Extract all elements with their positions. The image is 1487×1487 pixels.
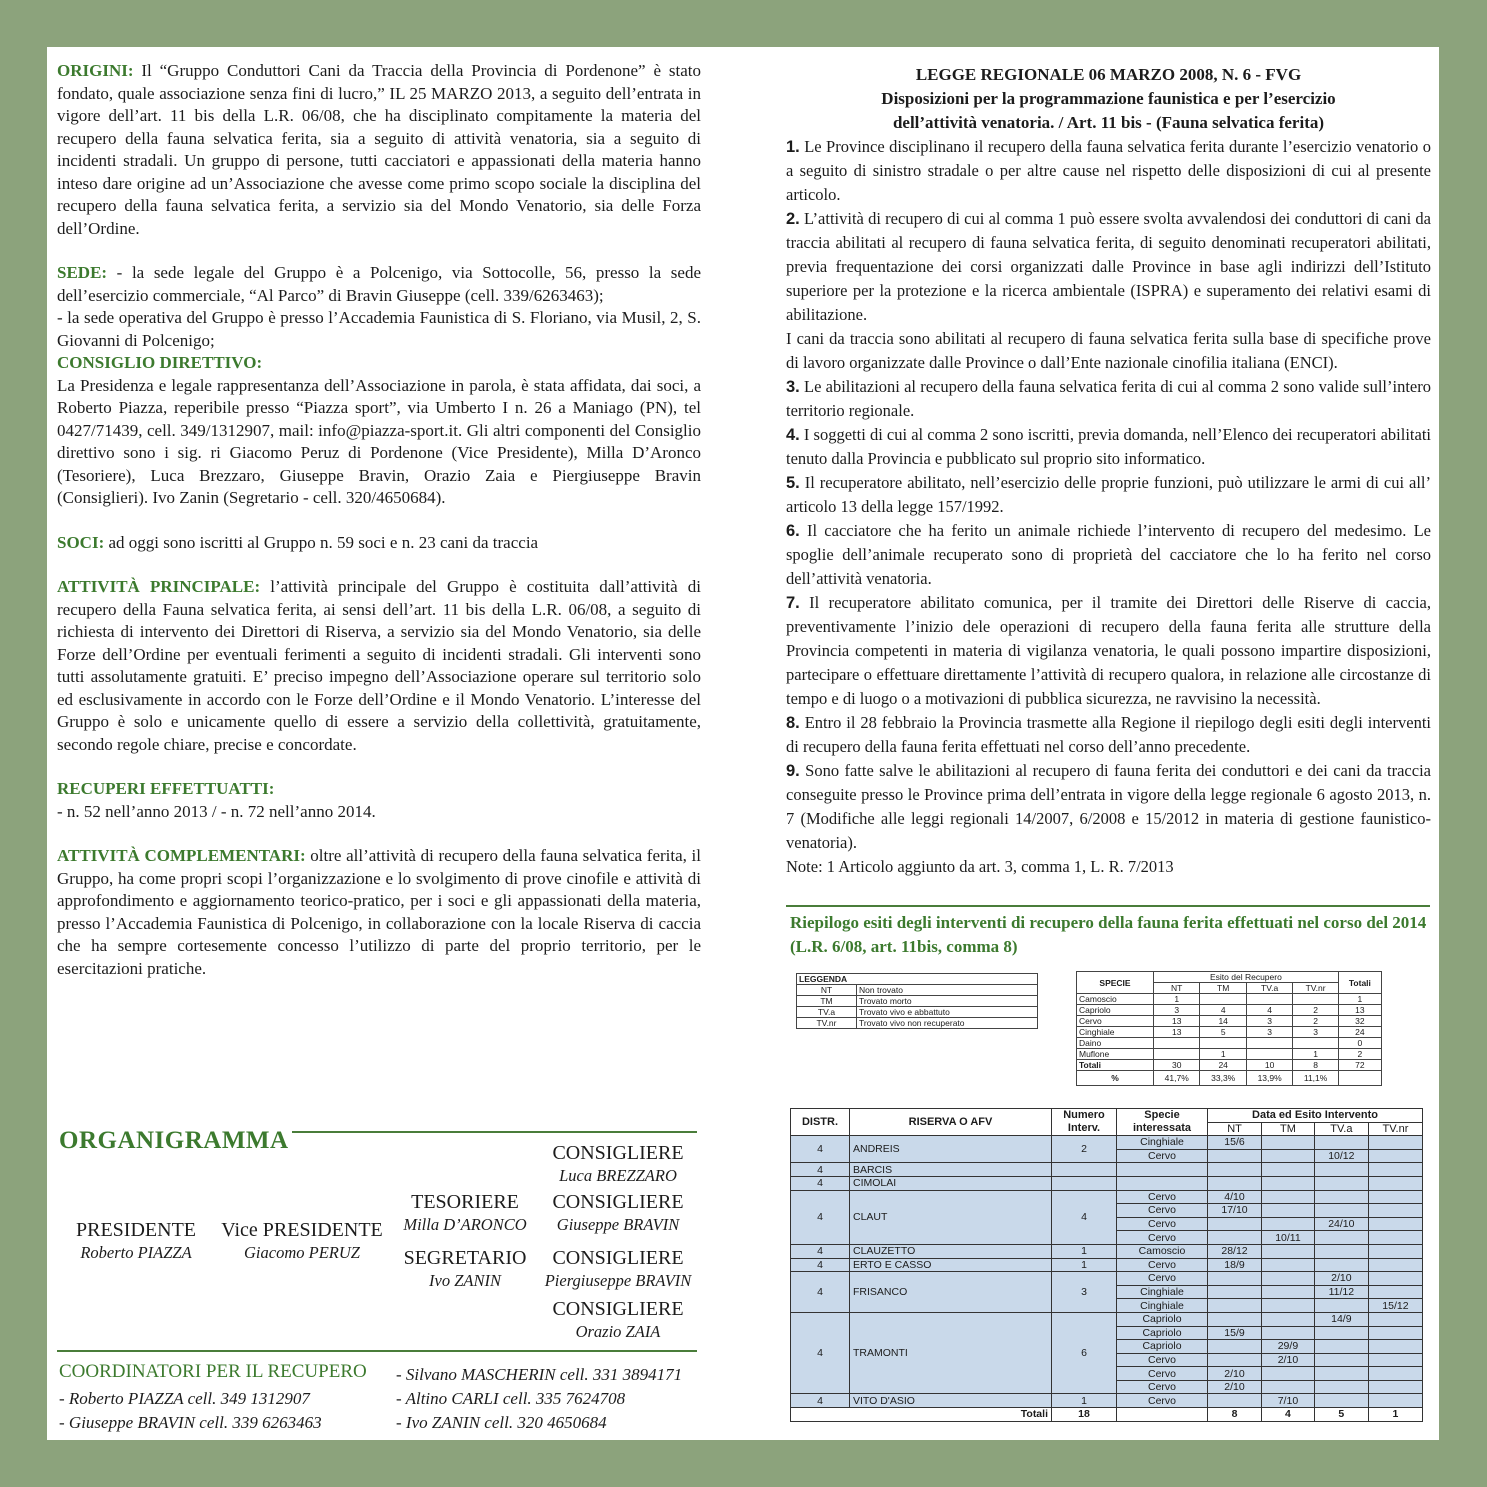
esito-date-cell: 2/10 [1314,1272,1368,1286]
esito-pct [1338,1071,1381,1086]
coordinatore-item: - Roberto PIAZZA cell. 349 1312907 [59,1389,310,1408]
esito-value: 24 [1338,1027,1381,1038]
article-number: 4. [786,426,800,444]
esito-date-cell [1314,1380,1368,1394]
legenda-desc: Trovato vivo e abbattuto [857,1007,1038,1018]
numero-cell: 1 [1052,1244,1117,1258]
table-row [791,1394,1423,1408]
riserva-cell: CLAUT [850,1190,1052,1244]
esito-date-cell [1208,1299,1262,1313]
table-row [791,1136,1423,1150]
esito-value: 5 [1200,1027,1246,1038]
esito-pct: 11,1% [1293,1071,1338,1086]
esito-value [1154,1049,1200,1060]
esito-date-cell [1368,1204,1422,1218]
legenda-code: TV.a [797,1007,857,1018]
sede-operativa: - la sede operativa del Gruppo è presso l’Accademia Faunistica di S. Floriano, via Musil, 2, S. Giovanni di Polcenigo; [57,308,701,350]
esito-date-cell [1262,1380,1315,1394]
esito-value: 1 [1154,994,1200,1005]
esito-date-cell [1314,1163,1368,1177]
esito-row [1077,1016,1382,1027]
law-article [786,591,1431,711]
esito-date-cell: 15/6 [1208,1136,1262,1150]
article-number: 5. [786,474,800,492]
esito-value [1154,1038,1200,1049]
esito-row [1077,994,1382,1005]
esito-date-cell [1368,1394,1422,1408]
esito-date-cell [1262,1217,1315,1231]
distr-cell: 4 [791,1176,850,1190]
law-subtitle: dell’attività venatoria. / Art. 11 bis - (Fauna selvatica ferita) [892,113,1325,132]
article-text: I cani da traccia sono abilitati al recupero di fauna selvatica ferita sulla base di specifiche prove di lavoro organizzate dalle Province o dall’Ente nazionale cinofilia italiana (ENCI). [786,329,1431,372]
table-row [791,1258,1423,1272]
esito-value: 24 [1200,1060,1246,1071]
legenda-code: TM [797,996,857,1007]
esito-value [1293,1038,1338,1049]
esito-row [1077,1027,1382,1038]
esito-species: Capriolo [1077,1005,1154,1016]
totali-tvnr: 1 [1368,1408,1422,1422]
consigliere-block-3: CONSIGLIERE Piergiuseppe BRAVIN [544,1247,692,1290]
esito-date-cell [1314,1326,1368,1340]
esito-col-header: NT [1154,983,1200,994]
table-row [791,1272,1423,1286]
sede-paragraph: SEDE: - la sede legale del Gruppo è a Polcenigo, via Sottocolle, 56, presso la sede dell’esercizio commerciale, “Al Parco” di Bravin Giuseppe (cell. 339/6263463); [57,263,701,305]
esito-date-cell [1368,1136,1422,1150]
esito-date-cell [1368,1312,1422,1326]
esito-date-cell [1208,1163,1262,1177]
article-number: 3. [786,378,800,396]
coordinatore-item: - Silvano MASCHERIN cell. 331 3894171 [396,1365,683,1384]
esito-date-cell [1368,1326,1422,1340]
numero-cell [1052,1176,1117,1190]
consigliere-block-2: CONSIGLIERE Giuseppe BRAVIN [552,1191,684,1234]
riserva-cell: ERTO E CASSO [850,1258,1052,1272]
esito-date-cell [1314,1190,1368,1204]
distr-cell: 4 [791,1272,850,1313]
numero-cell: 1 [1052,1394,1117,1408]
esito-date-cell [1368,1380,1422,1394]
distr-cell: 4 [791,1163,850,1177]
law-article [786,519,1431,591]
esito-date-cell: 18/9 [1208,1258,1262,1272]
numero-cell: 6 [1052,1312,1117,1394]
coordinatore-item: - Altino CARLI cell. 335 7624708 [396,1389,626,1408]
esito-col-header: TV.nr [1293,983,1338,994]
distr-cell: 4 [791,1136,850,1163]
tvnr-header: TV.nr [1368,1122,1422,1136]
coordinatore-item: - Giuseppe BRAVIN cell. 339 6263463 [59,1413,322,1432]
left-column [57,60,701,980]
tesoriere-block: TESORIERE Milla D’ARONCO [403,1191,527,1234]
law-article [786,711,1431,759]
distr-cell: 4 [791,1190,850,1244]
article-number: 1. [786,138,800,156]
esito-date-cell [1314,1394,1368,1408]
table-row [791,1312,1423,1326]
specie-cell: Cervo [1117,1353,1208,1367]
riserva-cell: VITO D'ASIO [850,1394,1052,1408]
article-number: 8. [786,714,800,732]
esito-date-cell [1314,1299,1368,1313]
esito-value: 30 [1154,1060,1200,1071]
article-text: Le Province disciplinano il recupero della fauna selvatica ferita durante l’esercizio venatorio o a seguito di sinistro stradale o per altre cause nel rispetto delle disposizioni di cui al presente articolo. [786,137,1431,204]
consigliere-block-4: CONSIGLIERE Orazio ZAIA [552,1298,684,1341]
esito-value [1293,994,1338,1005]
soci-paragraph: SOCI: ad oggi sono iscritti al Gruppo n. 59 soci e n. 23 cani da traccia [57,532,539,552]
esito-species: Muflone [1077,1049,1154,1060]
esito-date-cell [1314,1204,1368,1218]
riserva-cell: CLAUZETTO [850,1244,1052,1258]
numero-header: Numero Interv. [1052,1109,1117,1136]
esito-date-cell [1314,1136,1368,1150]
esito-date-cell [1208,1394,1262,1408]
coordinatore-item: - Ivo ZANIN cell. 320 4650684 [396,1413,607,1432]
law-article [786,135,1431,207]
interventi-table [790,1108,1423,1422]
riserva-cell: ANDREIS [850,1136,1052,1163]
esito-date-cell [1368,1163,1422,1177]
esito-row [1077,1005,1382,1016]
totali-nt: 8 [1208,1408,1262,1422]
law-title: LEGGE REGIONALE 06 MARZO 2008, N. 6 - FVG [915,65,1302,84]
specie-cell: Cinghiale [1117,1136,1208,1150]
esito-date-cell [1208,1285,1262,1299]
complementari-paragraph: ATTIVITÀ COMPLEMENTARI: oltre all’attività di recupero della fauna selvatica ferita, il Gruppo, ha come propri scopi l’organizzazione e lo svolgimento di prove cinofile e attività di approfondimento e aggiornamento teorico-pratico, per i soci e gli appassionati della materia, presso l’Accademia Faunistica di Polcenigo, in collaborazione con la locale Riserva di caccia che ha sempre cortesemente concesso l’utilizzo di parte del proprio territorio, per le esercitazioni pratiche. [57,846,701,978]
specie-cell: Cervo [1117,1190,1208,1204]
esito-date-cell [1208,1340,1262,1354]
legenda-desc: Trovato vivo non recuperato [857,1018,1038,1029]
esito-value: 8 [1293,1060,1338,1071]
legenda-desc: Trovato morto [857,996,1038,1007]
specie-cell [1117,1176,1208,1190]
esito-value: 3 [1154,1005,1200,1016]
coordinatori-title: COORDINATORI PER IL RECUPERO [59,1361,367,1382]
article-text: Sono fatte salve le abilitazioni al recupero di fauna ferita dei conduttori e dei cani da traccia conseguite presso le Province prima dell’entrata in vigore della legge regionale 6 agosto 2013, n. 7 (Modifiche alle leggi regionali 14/2007, 6/2008 e 15/2012 in materia di gestione faunistico-venatoria). [786,761,1431,852]
numero-cell: 3 [1052,1272,1117,1313]
esito-value: 1 [1200,1049,1246,1060]
esito-date-cell: 10/12 [1314,1149,1368,1163]
esito-date-cell [1368,1353,1422,1367]
tm-header: TM [1262,1122,1315,1136]
esito-date-cell [1262,1272,1315,1286]
esito-date-cell [1314,1244,1368,1258]
esito-date-cell [1314,1176,1368,1190]
esito-date-cell [1368,1231,1422,1245]
article-text: Il recuperatore abilitato, nell’esercizio delle proprie funzioni, può utilizzare le armi di cui all’ articolo 13 della legge 157/1992. [786,473,1431,516]
esito-value: 0 [1338,1038,1381,1049]
riepilogo-rule [786,905,1430,907]
esito-date-cell [1314,1353,1368,1367]
esito-date-cell [1368,1190,1422,1204]
totali-label: Totali [791,1408,1052,1422]
esito-value [1200,1038,1246,1049]
esito-date-cell [1208,1353,1262,1367]
legenda-table [796,973,1038,1029]
specie-cell: Cervo [1117,1149,1208,1163]
legenda-code: TV.nr [797,1018,857,1029]
esito-date-cell [1368,1272,1422,1286]
esito-value [1246,994,1292,1005]
nt-header: NT [1208,1122,1262,1136]
esito-value: 4 [1246,1005,1292,1016]
esito-species: Camoscio [1077,994,1154,1005]
esito-date-cell [1368,1217,1422,1231]
specie-cell: Camoscio [1117,1244,1208,1258]
esito-date-cell [1314,1231,1368,1245]
esito-row [1077,1060,1382,1071]
legenda-row [797,1007,1038,1018]
table-row [791,1176,1423,1190]
legenda-title: LEGGENDA [797,974,1038,985]
esito-date-cell [1208,1231,1262,1245]
table-row [791,1190,1423,1204]
esito-date-cell [1208,1312,1262,1326]
esito-date-cell: 4/10 [1208,1190,1262,1204]
data-esito-header: Data ed Esito Intervento [1208,1109,1423,1123]
article-text: Il cacciatore che ha ferito un animale richiede l’intervento di recupero del medesimo. Le spoglie dell’animale recuperato sono di proprietà del cacciatore che lo ha ferito nel corso dell’attività venatoria. [786,521,1431,588]
legenda-row [797,985,1038,996]
riepilogo-title: Riepilogo esiti degli interventi di recupero della fauna ferita effettuati nel corso del 2014 (L.R. 6/08, art. 11bis, comma 8) [790,913,1427,956]
article-text: I soggetti di cui al comma 2 sono iscritti, previa domanda, nell’Elenco dei recuperatori abilitati tenuto dalla Provincia e pubblicato sul proprio sito informatico. [786,425,1431,468]
esito-date-cell [1368,1176,1422,1190]
esito-date-cell: 2/10 [1262,1353,1315,1367]
numero-cell: 4 [1052,1190,1117,1244]
esito-value: 3 [1293,1027,1338,1038]
specie-cell: Cervo [1117,1394,1208,1408]
numero-cell: 2 [1052,1136,1117,1163]
specie-cell: Cinghiale [1117,1299,1208,1313]
esito-pct-row [1077,1071,1382,1086]
numero-cell: 1 [1052,1258,1117,1272]
esito-header: Esito del Recupero [1154,972,1339,983]
esito-date-cell [1368,1340,1422,1354]
vice-presidente-block: Vice PRESIDENTE Giacomo PERUZ [221,1219,383,1262]
esito-specie-header: SPECIE [1077,972,1154,994]
esito-date-cell: 17/10 [1208,1204,1262,1218]
esito-date-cell [1262,1136,1315,1150]
distr-cell: 4 [791,1312,850,1394]
esito-value [1200,994,1246,1005]
tva-header: TV.a [1314,1122,1368,1136]
specie-header: Specie interessata [1117,1109,1208,1136]
esito-value: 3 [1246,1027,1292,1038]
article-text: Entro il 28 febbraio la Provincia trasmette alla Regione il riepilogo degli esiti degli interventi di recupero della fauna ferita effettuati nel corso dell’anno precedente. [786,713,1431,756]
specie-cell: Cervo [1117,1217,1208,1231]
totali-tva: 5 [1314,1408,1368,1422]
esito-pct: 13,9% [1246,1071,1292,1086]
origini-paragraph: ORIGINI: Il “Gruppo Conduttori Cani da Traccia della Provincia di Pordenone” è stato fondato, quale associazione senza fini di lucro,” IL 25 MARZO 2013, a seguito dell’entrata in vigore dell’art. 11 bis della L.R. 06/08, che ha disciplinato compitamente la materia del recupero della fauna selvatica ferita, sia a seguito di attività venatoria, sia a seguito di incidenti stradali. Un gruppo di persone, tutti cacciatori e appassionati della materia hanno inteso dare origine ad un’Associazione che avesse come primo scopo sociale la disciplina del recupero della fauna selvatica ferita, a servizio sia del Mondo Venatorio, sia delle Forza dell’Ordine. [57,61,701,238]
esito-date-cell [1262,1190,1315,1204]
totali-num: 18 [1052,1408,1117,1422]
esito-species: Cinghiale [1077,1027,1154,1038]
presidente-block: PRESIDENTE Roberto PIAZZA [76,1219,196,1262]
table-row [791,1244,1423,1258]
esito-date-cell: 29/9 [1262,1340,1315,1354]
esito-date-cell [1262,1367,1315,1381]
specie-cell: Capriolo [1117,1312,1208,1326]
law-article [786,375,1431,423]
distr-cell: 4 [791,1394,850,1408]
esito-date-cell [1314,1258,1368,1272]
specie-cell: Cervo [1117,1367,1208,1381]
numero-cell [1052,1163,1117,1177]
esito-date-cell [1208,1217,1262,1231]
totali-tm: 4 [1262,1408,1315,1422]
article-number: 2. [786,210,800,228]
esito-value: 2 [1338,1049,1381,1060]
esito-row [1077,1038,1382,1049]
law-column [786,63,1431,879]
esito-value: 1 [1338,994,1381,1005]
consiglio-paragraph: La Presidenza e legale rappresentanza dell’Associazione in parola, è stata affidata, dai soci, a Roberto Piazza, reperibile presso “Piazza sport”, via Umberto I n. 26 a Maniago (PN), tel 0427/71439, cell. 349/1312907, mail: info@piazza-sport.it. Gli altri componenti del Consiglio direttivo sono i sig. ri Giacomo Peruz di Pordenone (Vice Presidente), Milla D’Aronco (Tesoriere), Luca Brezzaro, Giuseppe Bravin, Orazio Zaia e Piergiuseppe Bravin (Consiglieri). Ivo Zanin (Segretario - cell. 320/4650684). [57,375,701,507]
specie-cell: Cervo [1117,1204,1208,1218]
recuperi-text: - n. 52 nell’anno 2013 / - n. 72 nell’anno 2014. [57,801,376,821]
article-number: 6. [786,522,800,540]
esito-date-cell: 14/9 [1314,1312,1368,1326]
esito-species: Totali [1077,1060,1154,1071]
esito-value: 2 [1293,1016,1338,1027]
esito-date-cell: 28/12 [1208,1244,1262,1258]
esito-date-cell [1262,1285,1315,1299]
esito-col-header: TM [1200,983,1246,994]
article-text: Le abilitazioni al recupero della fauna selvatica ferita di cui al comma 2 sono valide sull’intero territorio regionale. [786,377,1431,420]
riserva-cell: TRAMONTI [850,1312,1052,1394]
organigramma-rule [292,1131,697,1133]
esito-value: 13 [1338,1005,1381,1016]
esito-pct: 33,3% [1200,1071,1246,1086]
esito-row [1077,1049,1382,1060]
esito-date-cell [1262,1326,1315,1340]
esito-date-cell [1262,1204,1315,1218]
law-article [786,423,1431,471]
law-article [786,759,1431,855]
esito-date-cell [1262,1244,1315,1258]
specie-cell: Cervo [1117,1272,1208,1286]
esito-date-cell [1368,1149,1422,1163]
specie-cell: Cervo [1117,1380,1208,1394]
article-text: Il recuperatore abilitato comunica, per il tramite dei Direttori delle Riserve di caccia, preventivamente l’inizio dele operazioni di recupero della fauna ferita alle strutture della Provincia competenti in materia di vigilanza venatoria, le quali possono impartire disposizioni, partecipare o effettuare direttamente l’attività di recupero qualora, in relazione alle circostanze di tempo e di luogo o a motivazioni di pubblica sicurezza, ne ravvisino la necessità. [786,593,1431,708]
riserva-header: RISERVA O AFV [850,1109,1052,1136]
esito-species: Cervo [1077,1016,1154,1027]
esito-pct: % [1077,1071,1154,1086]
esito-date-cell: 24/10 [1314,1217,1368,1231]
esito-date-cell [1314,1367,1368,1381]
esito-date-cell: 11/12 [1314,1285,1368,1299]
esito-date-cell [1262,1312,1315,1326]
consigliere-block-1: CONSIGLIERE Luca BREZZARO [552,1142,684,1185]
esito-date-cell [1262,1149,1315,1163]
legenda-row [797,1018,1038,1029]
article-number: 7. [786,594,800,612]
esito-date-cell [1262,1163,1315,1177]
specie-cell: Capriolo [1117,1326,1208,1340]
recuperi-heading: RECUPERI EFFETTUATTI: [57,779,275,798]
attivita-paragraph: ATTIVITÀ PRINCIPALE: l’attività principale del Gruppo è costituita dall’attività di recupero della Fauna selvatica ferita, ai sensi dell’art. 11 bis della L.R. 06/08, a seguito di richiesta di intervento dei Direttori di Riserva, a servizio sia del Mondo Venatorio, sia delle Forze dell’Ordine per eventuali ferimenti a seguito di incidenti stradali. Gli interventi sono tutti assolutamente gratuiti. E’ preciso impegno dell’Associazione operare sul territorio solo ed esclusivamente in accordo con le Forze dell’Ordine e il Mondo Venatorio. L’interesse del Gruppo è solo e unicamente quello di essere a servizio della collettività, gratuitamente, secondo regole chiare, precise e concordate. [57,577,701,754]
esito-totali-header: Totali [1338,972,1381,994]
article-text: L’attività di recupero di cui al comma 1 può essere svolta avvalendosi dei conduttori di cani da traccia abilitati al recupero di fauna selvatica ferita, di seguito denominati recuperatori abilitati, previa frequentazione dei corsi organizzati dalle Province in base agli indirizzi dell’Istituto superiore per la protezione e la ricerca ambientale (ISPRA) e superamento dei relativi esami di abilitazione. [786,209,1431,324]
law-articles [786,135,1431,855]
law-article [786,207,1431,327]
law-subtitle: Disposizioni per la programmazione faunistica e per l’esercizio [881,89,1336,108]
legenda-row [797,996,1038,1007]
esito-date-cell: 15/9 [1208,1326,1262,1340]
esito-value: 2 [1293,1005,1338,1016]
coordinatori-rule [57,1350,697,1352]
esito-value: 13 [1154,1027,1200,1038]
legenda-desc: Non trovato [857,985,1038,996]
segretario-block: SEGRETARIO Ivo ZANIN [403,1247,527,1290]
law-article [786,327,1431,375]
esito-date-cell: 15/12 [1368,1299,1422,1313]
esito-date-cell [1368,1285,1422,1299]
law-note: Note: 1 Articolo aggiunto da art. 3, comma 1, L. R. 7/2013 [786,857,1174,876]
esito-value: 10 [1246,1060,1292,1071]
esito-date-cell [1314,1340,1368,1354]
distr-cell: 4 [791,1258,850,1272]
esito-value: 1 [1293,1049,1338,1060]
specie-cell: Cervo [1117,1231,1208,1245]
esito-date-cell: 10/11 [1262,1231,1315,1245]
esito-date-cell: 2/10 [1208,1367,1262,1381]
distr-header: DISTR. [791,1109,850,1136]
riserva-cell: CIMOLAI [850,1176,1052,1190]
esito-date-cell [1262,1258,1315,1272]
esito-value [1246,1038,1292,1049]
table-row [791,1163,1423,1177]
esito-pct: 41,7% [1154,1071,1200,1086]
esito-date-cell: 2/10 [1208,1380,1262,1394]
esito-value [1246,1049,1292,1060]
esito-value: 3 [1246,1016,1292,1027]
esito-value: 72 [1338,1060,1381,1071]
esito-value: 13 [1154,1016,1200,1027]
specie-cell: Cinghiale [1117,1285,1208,1299]
esito-value: 14 [1200,1016,1246,1027]
esito-date-cell: 7/10 [1262,1394,1315,1408]
esito-value: 4 [1200,1005,1246,1016]
esito-table [1076,971,1382,1086]
riserva-cell: FRISANCO [850,1272,1052,1313]
organigramma-title: ORGANIGRAMMA [59,1127,289,1154]
esito-date-cell [1262,1299,1315,1313]
law-article [786,471,1431,519]
esito-date-cell [1368,1258,1422,1272]
distr-cell: 4 [791,1244,850,1258]
esito-species: Daino [1077,1038,1154,1049]
riserva-cell: BARCIS [850,1163,1052,1177]
esito-date-cell [1208,1149,1262,1163]
esito-date-cell [1368,1367,1422,1381]
esito-date-cell [1208,1176,1262,1190]
specie-cell [1117,1163,1208,1177]
legenda-code: NT [797,985,857,996]
consiglio-heading: CONSIGLIO DIRETTIVO: [57,353,263,372]
esito-value: 32 [1338,1016,1381,1027]
esito-date-cell [1368,1244,1422,1258]
esito-col-header: TV.a [1246,983,1292,994]
specie-cell: Cervo [1117,1258,1208,1272]
article-number: 9. [786,762,800,780]
specie-cell: Capriolo [1117,1340,1208,1354]
esito-date-cell [1262,1176,1315,1190]
esito-date-cell [1208,1272,1262,1286]
